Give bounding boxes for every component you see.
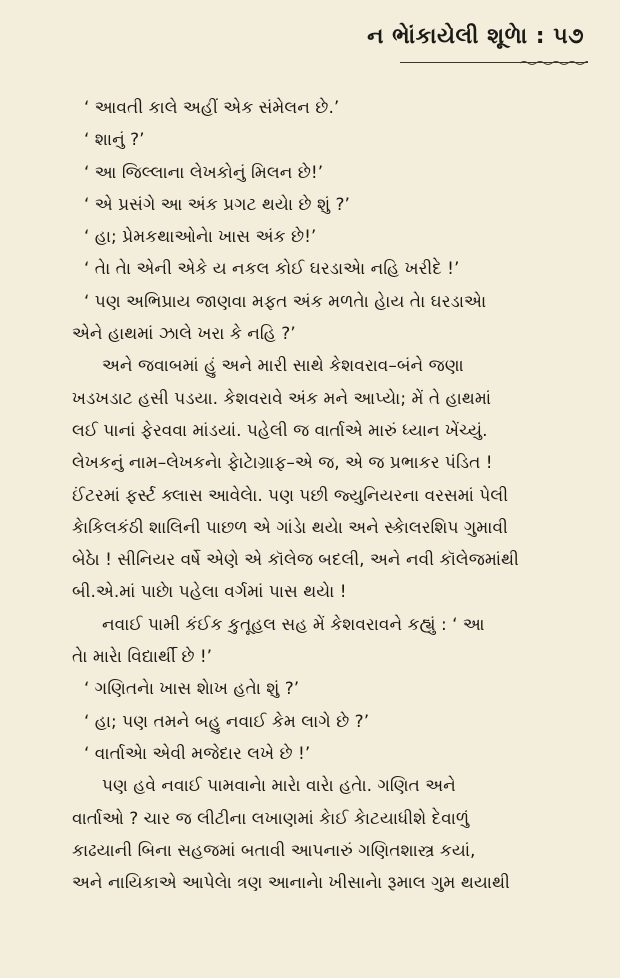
text-line: ‘ ગણિતનેા ખાસ શેાખ હતેા શું ?’ [84, 679, 300, 700]
text-line: બેઠેા ! સીનિયર વર્ષે એણે એ કૉલેજ બદલી, અને નવી કૉલેજમાંથી [72, 550, 519, 571]
text-line: નવાઈ પામી કંઈક કુતૂહલ સહ મેં કેશવરાવને કહ્યું : ‘ આ [102, 614, 485, 635]
text-line: ‘ હા; પ્રેમકથાઓનેા ખાસ અંક છે!’ [84, 227, 317, 248]
text-line: કેાકિલકંઠી શાલિની પાછળ એ ગાંડેા થયેા અને સ્કેાલરશિપ ગુમાવી [72, 517, 508, 538]
text-line: ઈંટરમાં ફર્સ્ટ ક્લાસ આવેલેા. પણ પછી જ્યુનિયરના વરસમાં પેલી [72, 485, 509, 506]
text-line: ‘ આવતી કાલે અહીં એક સંમેલન છે.’ [84, 98, 340, 118]
text-line: ‘ વાર્તાએા એવી મજેદાર લખે છે !’ [84, 743, 311, 764]
text-line: ‘ હા; પણ તમને બહુ નવાઈ કેમ લાગે છે ?’ [84, 711, 370, 732]
text-line: પણ હવે નવાઈ પામવાનેા મારેા વારેા હતેા. ગણિત અને [102, 776, 456, 797]
text-line: બી.એ.માં પાછેા પહેલા વર્ગમાં પાસ થયેા ! [72, 582, 347, 603]
text-line: તેા મારેા વિદ્યાર્થી છે !’ [72, 647, 213, 668]
text-line: વાર્તાઓ ? ચાર જ લીટીના લખાણમાં કેાઈ કેાટયાધીશે દેવાળું [72, 808, 470, 829]
text-line: લેખકનું નામ–લેખકનેા ફેાટેાગ્રાફ–એ જ, એ જ પ્રભાકર પંડિત ! [72, 453, 493, 474]
text-line: એને હાથમાં ઝાલે ખરા કે નહિ ?’ [72, 324, 296, 345]
text-line: ખડખડાટ હસી પડયા. કેશવરાવે અંક મને આપ્યેા; મેં તે હાથમાં [72, 388, 491, 409]
text-line: ‘ તેા તેા એની એકે ય નકલ કોઈ ઘરડાએા નહિ ખરીદે !’ [84, 259, 460, 280]
text-line: ‘ આ જિલ્લાના લેખકોનું મિલન છે!’ [84, 162, 324, 183]
text-line: અને નાયિકાએ આપેલેા ત્રણ આનાનેા ખીસાનેા રૂમાલ ગુમ થયાથી [72, 873, 510, 894]
text-line: ‘ પણ અભિપ્રાય જાણવા મફત અંક મળતેા હેાય તેા ઘરડાએા [84, 291, 487, 312]
body-text [72, 92, 572, 899]
text-line: અને જવાબમાં હું અને મારી સાથે કેશવરાવ–બંને જણા [102, 356, 464, 377]
text-line: લઈ પાનાં ફેરવવા માંડયાં. પહેલી જ વાર્તાએ મારું ધ્યાન ખેંચ્યું. [72, 420, 488, 441]
text-line: ‘ શાનું ?’ [84, 130, 145, 151]
text-line: ‘ એ પ્રસંગે આ અંક પ્રગટ થયેા છે શું ?’ [84, 194, 350, 215]
header-rule-ornament [520, 60, 588, 66]
running-header: ન ભેાંકાયેલી શૂળેા : ૫૭ [367, 24, 584, 49]
text-line: કાઢયાની બિના સહજમાં બતાવી આપનારું ગણિતશાસ્ત્ર કયાં, [72, 840, 476, 861]
